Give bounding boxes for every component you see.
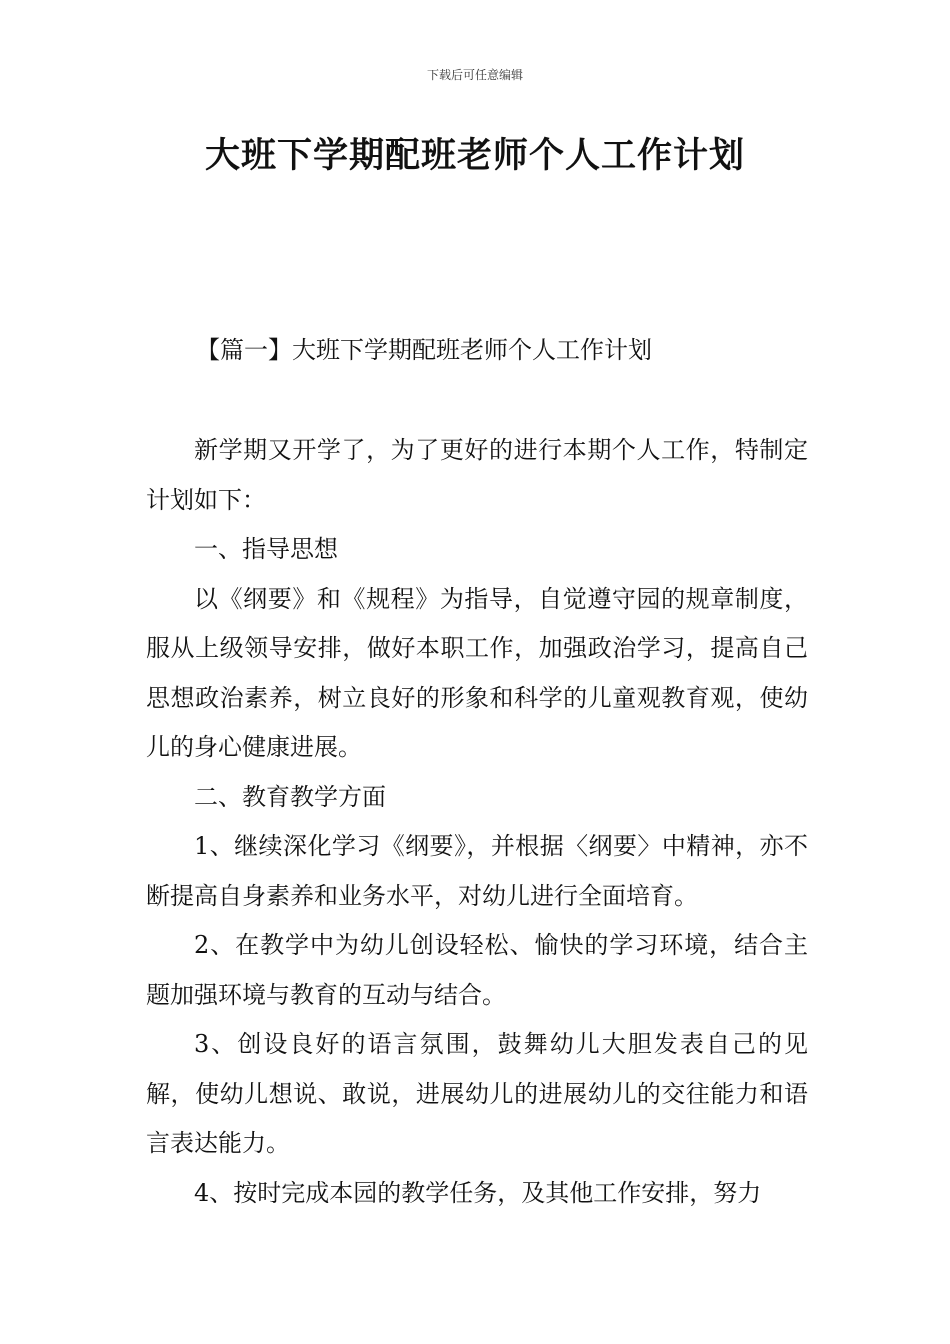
paragraph-guiding-ideology: 以《纲要》和《规程》为指导，自觉遵守园的规章制度，服从上级领导安排，做好本职工作，加强政治学习，提高自己思想政治素养，树立良好的形象和科学的儿童观教育观，使幼儿的身心健康进展。 bbox=[146, 584, 808, 761]
paragraph-item-3: 3、创设良好的语言氛围，鼓舞幼儿大胆发表自己的见解，使幼儿想说、敢说，进展幼儿的进展幼儿的交往能力和语言表达能力。 bbox=[146, 1030, 808, 1157]
document-title: 大班下学期配班老师个人工作计划 bbox=[204, 136, 745, 176]
document-body bbox=[146, 426, 808, 1218]
heading-education-teaching: 二、教育教学方面 bbox=[194, 782, 386, 811]
paragraph-item-1: 1、继续深化学习《纲要》，并根据〈纲要〉中精神，亦不断提高自身素养和业务水平，对幼儿进行全面培育。 bbox=[146, 832, 808, 910]
paragraph-item-2: 2、在教学中为幼儿创设轻松、愉快的学习环境，结合主题加强环境与教育的互动与结合。 bbox=[146, 931, 808, 1009]
paragraph-item-4: 4、按时完成本园的教学任务，及其他工作安排，努力 bbox=[194, 1178, 762, 1207]
header-note: 下载后可任意编辑 bbox=[426, 68, 523, 82]
paragraph-intro: 新学期又开学了，为了更好的进行本期个人工作，特制定计划如下： bbox=[146, 436, 808, 514]
section-heading: 【篇一】大班下学期配班老师个人工作计划 bbox=[196, 336, 652, 364]
heading-guiding-ideology: 一、指导思想 bbox=[194, 535, 338, 563]
